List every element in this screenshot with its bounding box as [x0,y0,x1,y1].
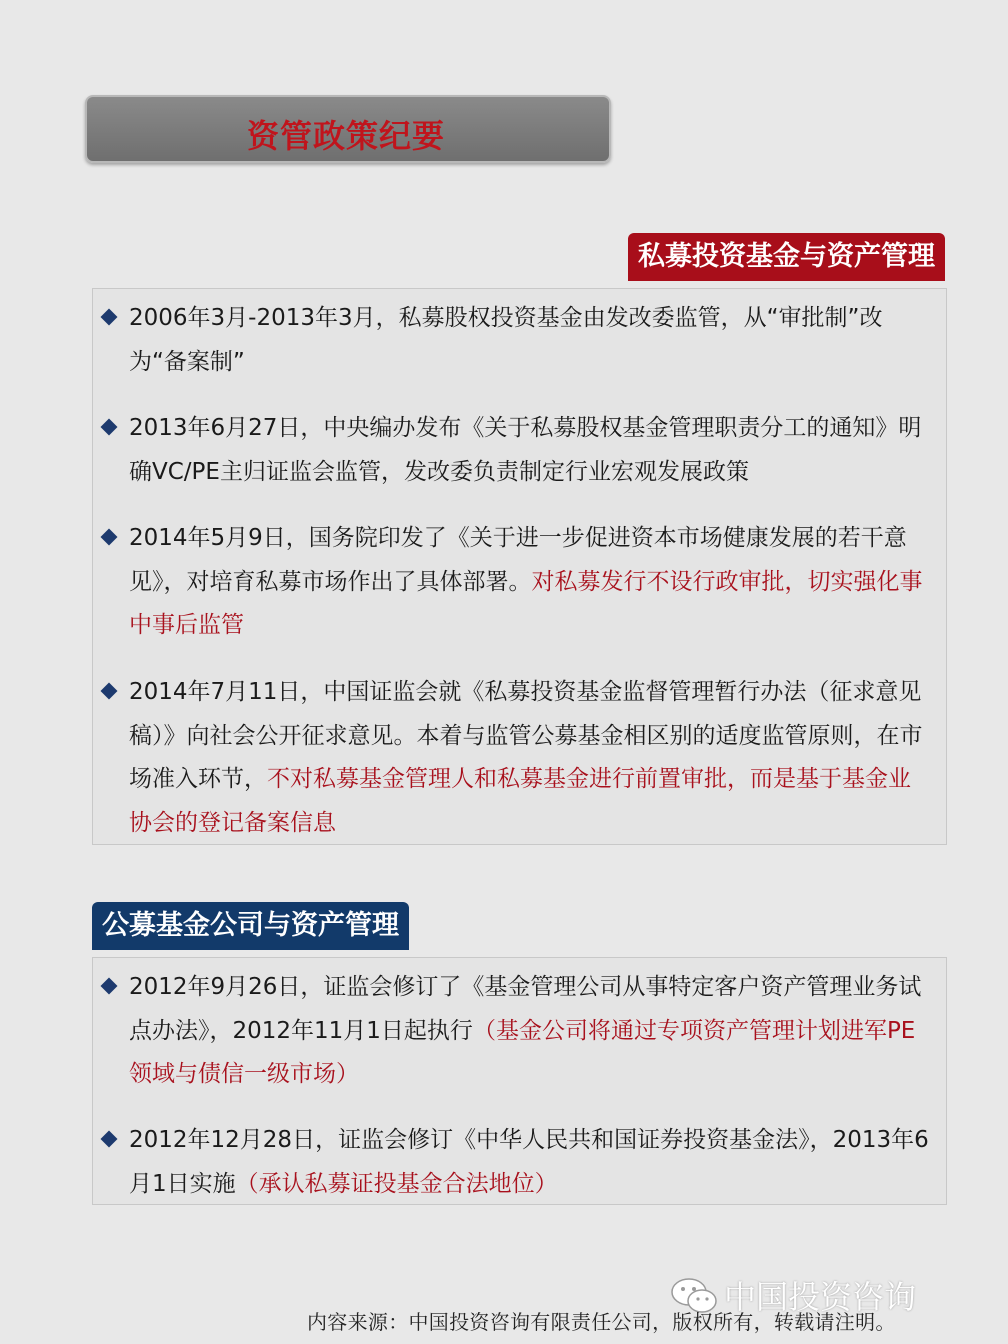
public-fund-panel [92,957,947,1205]
item-highlight: 不对私募基金管理人和私募基金进行前置审批，而是基于基金业协会的登记备案信息 [129,766,911,836]
item-highlight: 对私募发行不设行政审批，切实强化事中事后监管 [129,568,923,638]
list-item [129,966,932,1097]
item-text: 2012年9月26日，证监会修订了《基金管理公司从事特定客户资产管理业务试点办法》，2012年11月1日起执行 [129,974,922,1044]
private-fund-panel [92,288,947,845]
diamond-bullet-icon [101,309,118,326]
diamond-bullet-icon [101,419,118,436]
page-title: 资管政策纪要 [247,117,446,155]
source-note: 内容来源：中国投资咨询有限责任公司，版权所有，转载请注明。 [307,1310,896,1334]
item-text: 2013年6月27日，中央编办发布《关于私募股权基金管理职责分工的通知》明确VC/PE主归证监会监管，发改委负责制定行业宏观发展政策 [129,415,922,485]
item-text: 2014年5月9日，国务院印发了《关于进一步促进资本市场健康发展的若干意见》，对培育私募市场作出了具体部署。 [129,525,907,595]
section-tab-private-fund: 私募投资基金与资产管理 [628,233,945,281]
section-tab-public-fund: 公募基金公司与资产管理 [92,902,409,950]
diamond-bullet-icon [101,978,118,995]
list-item [129,407,932,494]
list-item [129,517,932,648]
item-highlight: （承认私募证投基金合法地位） [235,1170,558,1197]
item-text: 2014年7月11日，中国证监会就《私募投资基金监督管理暂行办法（征求意见稿）》向社会公开征求意见。本着与监管公募基金相区别的适度监管原则，在市场准入环节， [129,679,923,792]
list-item [129,297,932,384]
list-item [129,671,932,845]
page-title-box [85,95,611,163]
diamond-bullet-icon [101,683,118,700]
item-text: 2006年3月-2013年3月，私募股权投资基金由发改委监管，从“审批制”改为“备案制” [129,305,883,375]
diamond-bullet-icon [101,1131,118,1148]
diamond-bullet-icon [101,529,118,546]
item-highlight: （基金公司将通过专项资产管理计划进军PE领域与债信一级市场） [129,1017,916,1087]
list-item [129,1119,932,1206]
item-text: 2012年12月28日，证监会修订《中华人民共和国证券投资基金法》，2013年6月1日实施 [129,1127,929,1197]
brand-name: 中国投资咨询 [724,1278,917,1316]
